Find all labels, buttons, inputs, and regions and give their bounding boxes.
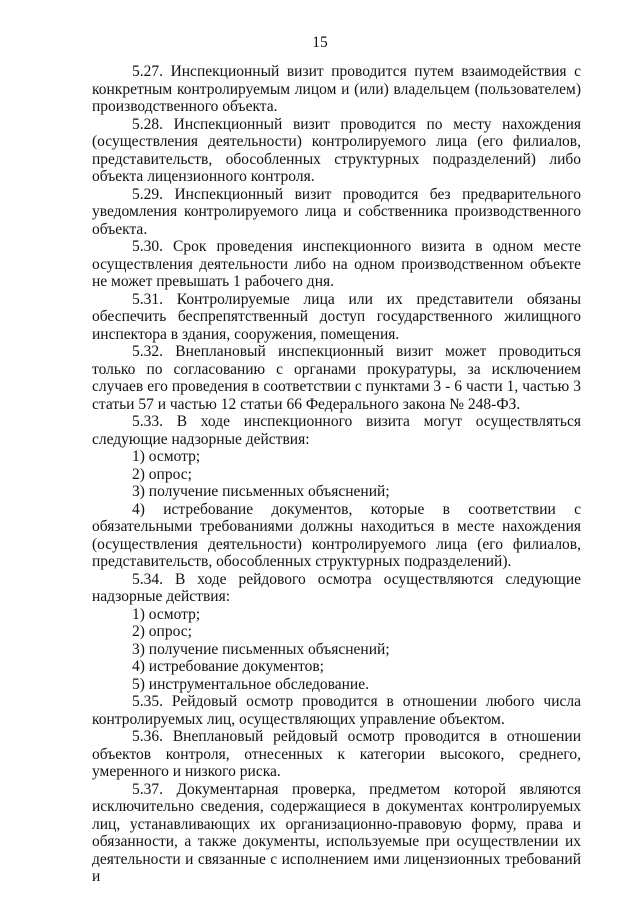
paragraph-5-29: 5.29. Инспекционный визит проводится без предварительного уведомления контролируемого лица и собственника производственного объекта. [92, 185, 581, 238]
paragraph-5-33: 5.33. В ходе инспекционного визита могут осуществляться следующие надзорные действия: [92, 413, 581, 448]
list-item: 2) опрос; [132, 623, 192, 640]
page-number: 15 [312, 34, 328, 51]
paragraph-5-27: 5.27. Инспекционный визит проводится путем взаимодействия с конкретным контролируемым лицом и (или) владельцем (пользователем) производственного объекта. [92, 63, 581, 115]
list-item: 1) осмотр; [132, 605, 201, 623]
list-item: 5) инструментальное обследование. [132, 675, 369, 693]
paragraph-5-34: 5.34. В ходе рейдового осмотра осуществляются следующие надзорные действия: [92, 570, 581, 605]
paragraph-5-31: 5.31. Контролируемые лица или их представители обязаны обеспечить беспрепятственный доступ государственного жилищного инспектора в здания, сооружения, помещения. [92, 290, 581, 343]
paragraph-5-35: 5.35. Рейдовый осмотр проводится в отношении любого числа контролируемых лиц, осуществляющих управление объектом. [92, 693, 581, 728]
paragraph-5-37: 5.37. Документарная проверка, предметом которой являются исключительно сведения, содержащиеся в документах контролируемых лиц, устанавливающих их организационно-правовую форму, права и обязанности, а также документы, используемые при осуществлении их деятельности и связанные с исполнением ими лицензионных требований и [92, 780, 581, 885]
list-item: 3) получение письменных объяснений; [132, 640, 390, 658]
document-body [92, 63, 581, 886]
list-item: 1) осмотр; [132, 448, 201, 465]
paragraph-5-36: 5.36. Внеплановый рейдовый осмотр проводится в отношении объектов контроля, отнесенных к категории высокого, среднего, умеренного и низкого риска. [92, 728, 581, 780]
list-item: 4) истребование документов, которые в соответствии с обязательными требованиями должны находиться в месте нахождения (осуществления деятельности) контролируемого лица (его филиалов, представительств, обособленных структурных подразделений). [92, 500, 581, 570]
paragraph-5-28: 5.28. Инспекционный визит проводится по месту нахождения (осуществления деятельности) контролируемого лица (его филиалов, представительств, обособленных структурных подразделений) либо объекта лицензионного контроля. [92, 115, 581, 185]
list-item: 2) опрос; [132, 465, 192, 483]
list-item: 4) истребование документов; [132, 658, 324, 675]
paragraph-5-30: 5.30. Срок проведения инспекционного визита в одном месте осуществления деятельности либо на одном производственном объекте не может превышать 1 рабочего дня. [92, 238, 581, 290]
paragraph-5-32: 5.32. Внеплановый инспекционный визит может проводиться только по согласованию с органами прокуратуры, за исключением случаев его проведения в соответствии с пунктами 3 - 6 части 1, частью 3 статьи 57 и частью 12 статьи 66 Федерального закона № 248-ФЗ. [92, 343, 581, 413]
list-item: 3) получение письменных объяснений; [132, 483, 390, 500]
